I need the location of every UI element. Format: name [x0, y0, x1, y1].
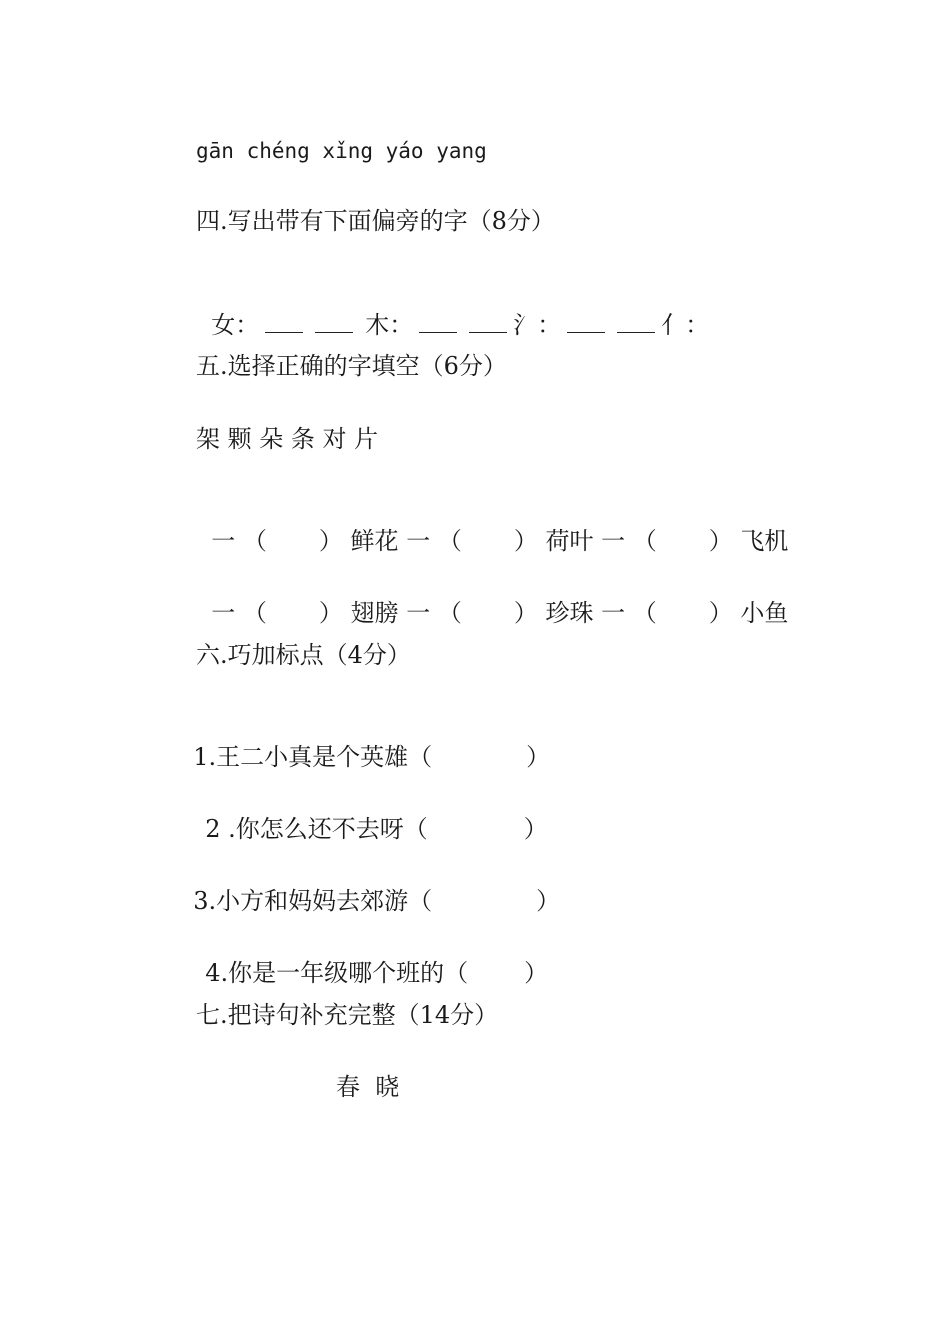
blank[interactable]: [419, 310, 457, 333]
noun: 翅膀: [350, 599, 399, 627]
punct-item-1: [178, 712, 550, 772]
close-paren: ）: [708, 527, 733, 555]
close-paren: ）: [523, 815, 548, 843]
open-paren: （: [242, 599, 267, 627]
close-paren: ）: [708, 599, 733, 627]
punct-item-2: [190, 784, 548, 844]
yi: 一: [406, 527, 431, 555]
close-paren: ）: [526, 743, 551, 771]
punct-item-3: [178, 856, 560, 916]
punct-item-4: [190, 928, 548, 988]
word-choices: 架 颗 朵 条 对 片: [196, 425, 379, 453]
blank[interactable]: [567, 310, 605, 333]
noun: 鲜花: [350, 527, 399, 555]
close-paren: ）: [524, 959, 549, 987]
close-paren: ）: [513, 599, 538, 627]
section7-title: 七.把诗句补充完整（14分）: [196, 1001, 499, 1029]
noun: 小鱼: [740, 599, 789, 627]
sentence: 3.小方和妈妈去郊游（: [193, 887, 433, 915]
radical-ren: 亻：: [661, 311, 710, 339]
radical-nv: 女：: [211, 311, 260, 339]
section4-title: 四.写出带有下面偏旁的字（8分）: [196, 207, 555, 235]
yi: 一: [406, 599, 431, 627]
pinyin-row: gān chéng xǐng yáo yang: [196, 139, 487, 163]
radical-shui: 氵：: [513, 311, 562, 339]
section6-title: 六.巧加标点（4分）: [196, 641, 411, 669]
yi: 一: [211, 599, 236, 627]
open-paren: （: [632, 599, 657, 627]
blank[interactable]: [315, 310, 353, 333]
noun: 飞机: [740, 527, 789, 555]
open-paren: （: [242, 527, 267, 555]
section5-title: 五.选择正确的字填空（6分）: [196, 352, 507, 380]
close-paren: ）: [513, 527, 538, 555]
sentence: 2 .你怎么还不去呀（: [205, 815, 428, 843]
noun: 荷叶: [545, 527, 594, 555]
sentence: 1.王二小真是个英雄（: [193, 743, 433, 771]
open-paren: （: [632, 527, 657, 555]
yi: 一: [601, 527, 626, 555]
yi: 一: [211, 527, 236, 555]
blank[interactable]: [265, 310, 303, 333]
radical-row: [196, 280, 709, 340]
close-paren: ）: [536, 887, 561, 915]
sentence: 4.你是一年级哪个班的（: [205, 959, 469, 987]
blank[interactable]: [469, 310, 507, 333]
measure-row-1: [196, 496, 788, 556]
radical-mu: 木：: [365, 311, 414, 339]
close-paren: ）: [318, 527, 343, 555]
poem-title: 春 晓: [336, 1073, 400, 1101]
open-paren: （: [437, 527, 462, 555]
yi: 一: [601, 599, 626, 627]
open-paren: （: [437, 599, 462, 627]
measure-row-2: [196, 568, 788, 628]
blank[interactable]: [617, 310, 655, 333]
noun: 珍珠: [545, 599, 594, 627]
close-paren: ）: [318, 599, 343, 627]
